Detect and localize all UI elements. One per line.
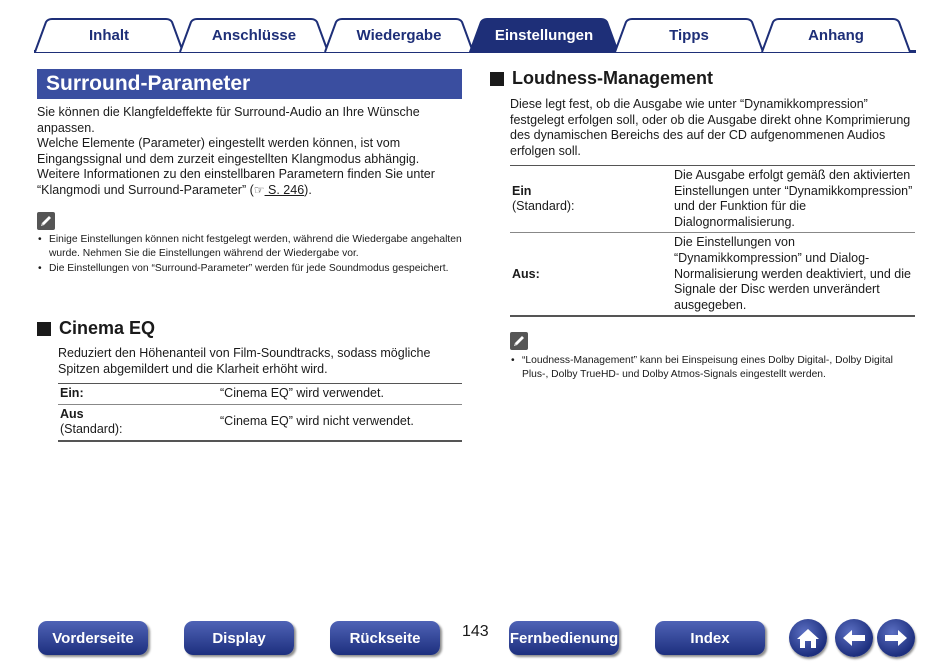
option-value: Die Ausgabe erfolgt gemäß den aktivierten Einstellungen unter “Dynamikkompression” und der Funktion für die Dialognormalisierung.: [672, 166, 915, 233]
vorderseite-button[interactable]: Vorderseite: [38, 621, 148, 655]
tab-einstellungen[interactable]: [469, 18, 619, 52]
tab-tipps[interactable]: [614, 18, 764, 52]
tab-bar: [0, 0, 950, 56]
loudness-title: Loudness-Management: [512, 68, 714, 88]
back-button[interactable]: [835, 619, 873, 657]
intro-paragraph-2: [37, 136, 462, 198]
option-value: Die Einstellungen von “Dynamikkompression” und Dialog-Normalisierung werden deaktiviert, und die Signale der Disc werden unverändert ausgegeben.: [672, 233, 915, 316]
page-reference-link[interactable]: S. 246: [264, 182, 305, 197]
square-bullet-icon: [490, 72, 504, 86]
tab-anschluesse[interactable]: [179, 18, 329, 52]
pointing-hand-icon: ☞: [253, 182, 265, 197]
option-key: Aus:: [510, 233, 672, 316]
pencil-icon: [37, 212, 55, 230]
loudness-heading: [490, 68, 713, 89]
tab-label: Einstellungen: [494, 26, 594, 44]
table-row: [510, 166, 915, 233]
tab-anhang[interactable]: [761, 18, 911, 52]
tab-wiedergabe[interactable]: [324, 18, 474, 52]
table-row: [58, 384, 462, 405]
loudness-description: Diese legt fest, ob die Ausgabe wie unter “Dynamikkompression” festgelegt erfolgen soll, oder ob die Ausgabe direkt ohne Komprimierung des dynamischen Bereichs des auf der CD aufgenommenen Audios erfolgen soll.: [510, 97, 911, 158]
forward-button[interactable]: [877, 619, 915, 657]
loudness-table: [510, 165, 915, 317]
option-value: “Cinema EQ” wird verwendet.: [218, 384, 462, 405]
index-button[interactable]: Index: [655, 621, 765, 655]
intro-paragraph-2-end: ).: [304, 182, 312, 197]
cinema-eq-title: Cinema EQ: [59, 318, 156, 338]
cinema-eq-table: [58, 383, 462, 442]
square-bullet-icon: [37, 322, 51, 336]
cinema-eq-heading: [37, 318, 155, 339]
cinema-eq-description: Reduziert den Höhenanteil von Film-Soundtracks, sodass mögliche Spitzen abgemildert und die Klarheit erhöht wird.: [58, 346, 431, 376]
pencil-icon: [510, 332, 528, 350]
fernbedienung-button[interactable]: Fernbedienung: [509, 621, 619, 655]
display-button[interactable]: Display: [184, 621, 294, 655]
tab-label: Anschlüsse: [211, 26, 297, 44]
section-title: Surround-Parameter: [37, 69, 462, 99]
page-number: 143: [462, 623, 489, 640]
intro-paragraph-2-text: Welche Elemente (Parameter) eingestellt werden können, ist vom Eingangssignal und dem zurzeit eingestellten Klangmodus abhängig. Weitere Informationen zu den einstellbaren Parametern finden Sie unter “Klangmodi und Surround-Parameter” (: [37, 136, 435, 197]
home-button[interactable]: [789, 619, 827, 657]
notes-list: [37, 233, 462, 277]
tab-inhalt[interactable]: [34, 18, 184, 52]
tab-label: Anhang: [808, 26, 864, 44]
option-key: Aus (Standard):: [58, 404, 218, 441]
note-item: • Einige Einstellungen können nicht festgelegt werden, während die Wiedergabe angehalten wurde. Nehmen Sie die Einstellungen während der Wiedergabe vor.: [37, 233, 462, 261]
home-icon: [796, 627, 820, 649]
arrow-left-icon: [841, 628, 867, 648]
table-row: [58, 404, 462, 441]
note-item: • “Loudness-Management” kann bei Einspeisung eines Dolby Digital-, Dolby Digital Plus-, Dolby TrueHD- und Dolby Atmos-Signals eingestellt werden.: [510, 354, 915, 382]
intro-paragraph-1: Sie können die Klangfeldeffekte für Surround-Audio an Ihre Wünsche anpassen.: [37, 105, 420, 135]
intro-text: [37, 105, 462, 199]
table-row: [510, 233, 915, 316]
notes-list: [510, 354, 915, 383]
option-key: Ein (Standard):: [510, 166, 672, 233]
note-item: • Die Einstellungen von “Surround-Parameter” werden für jede Soundmodus gespeichert.: [37, 262, 462, 276]
tab-label: Tipps: [669, 26, 709, 44]
option-key: Ein:: [58, 384, 218, 405]
tab-label: Inhalt: [89, 26, 129, 44]
tab-label: Wiedergabe: [356, 26, 442, 44]
arrow-right-icon: [883, 628, 909, 648]
option-value: “Cinema EQ” wird nicht verwendet.: [218, 404, 462, 441]
rueckseite-button[interactable]: Rückseite: [330, 621, 440, 655]
